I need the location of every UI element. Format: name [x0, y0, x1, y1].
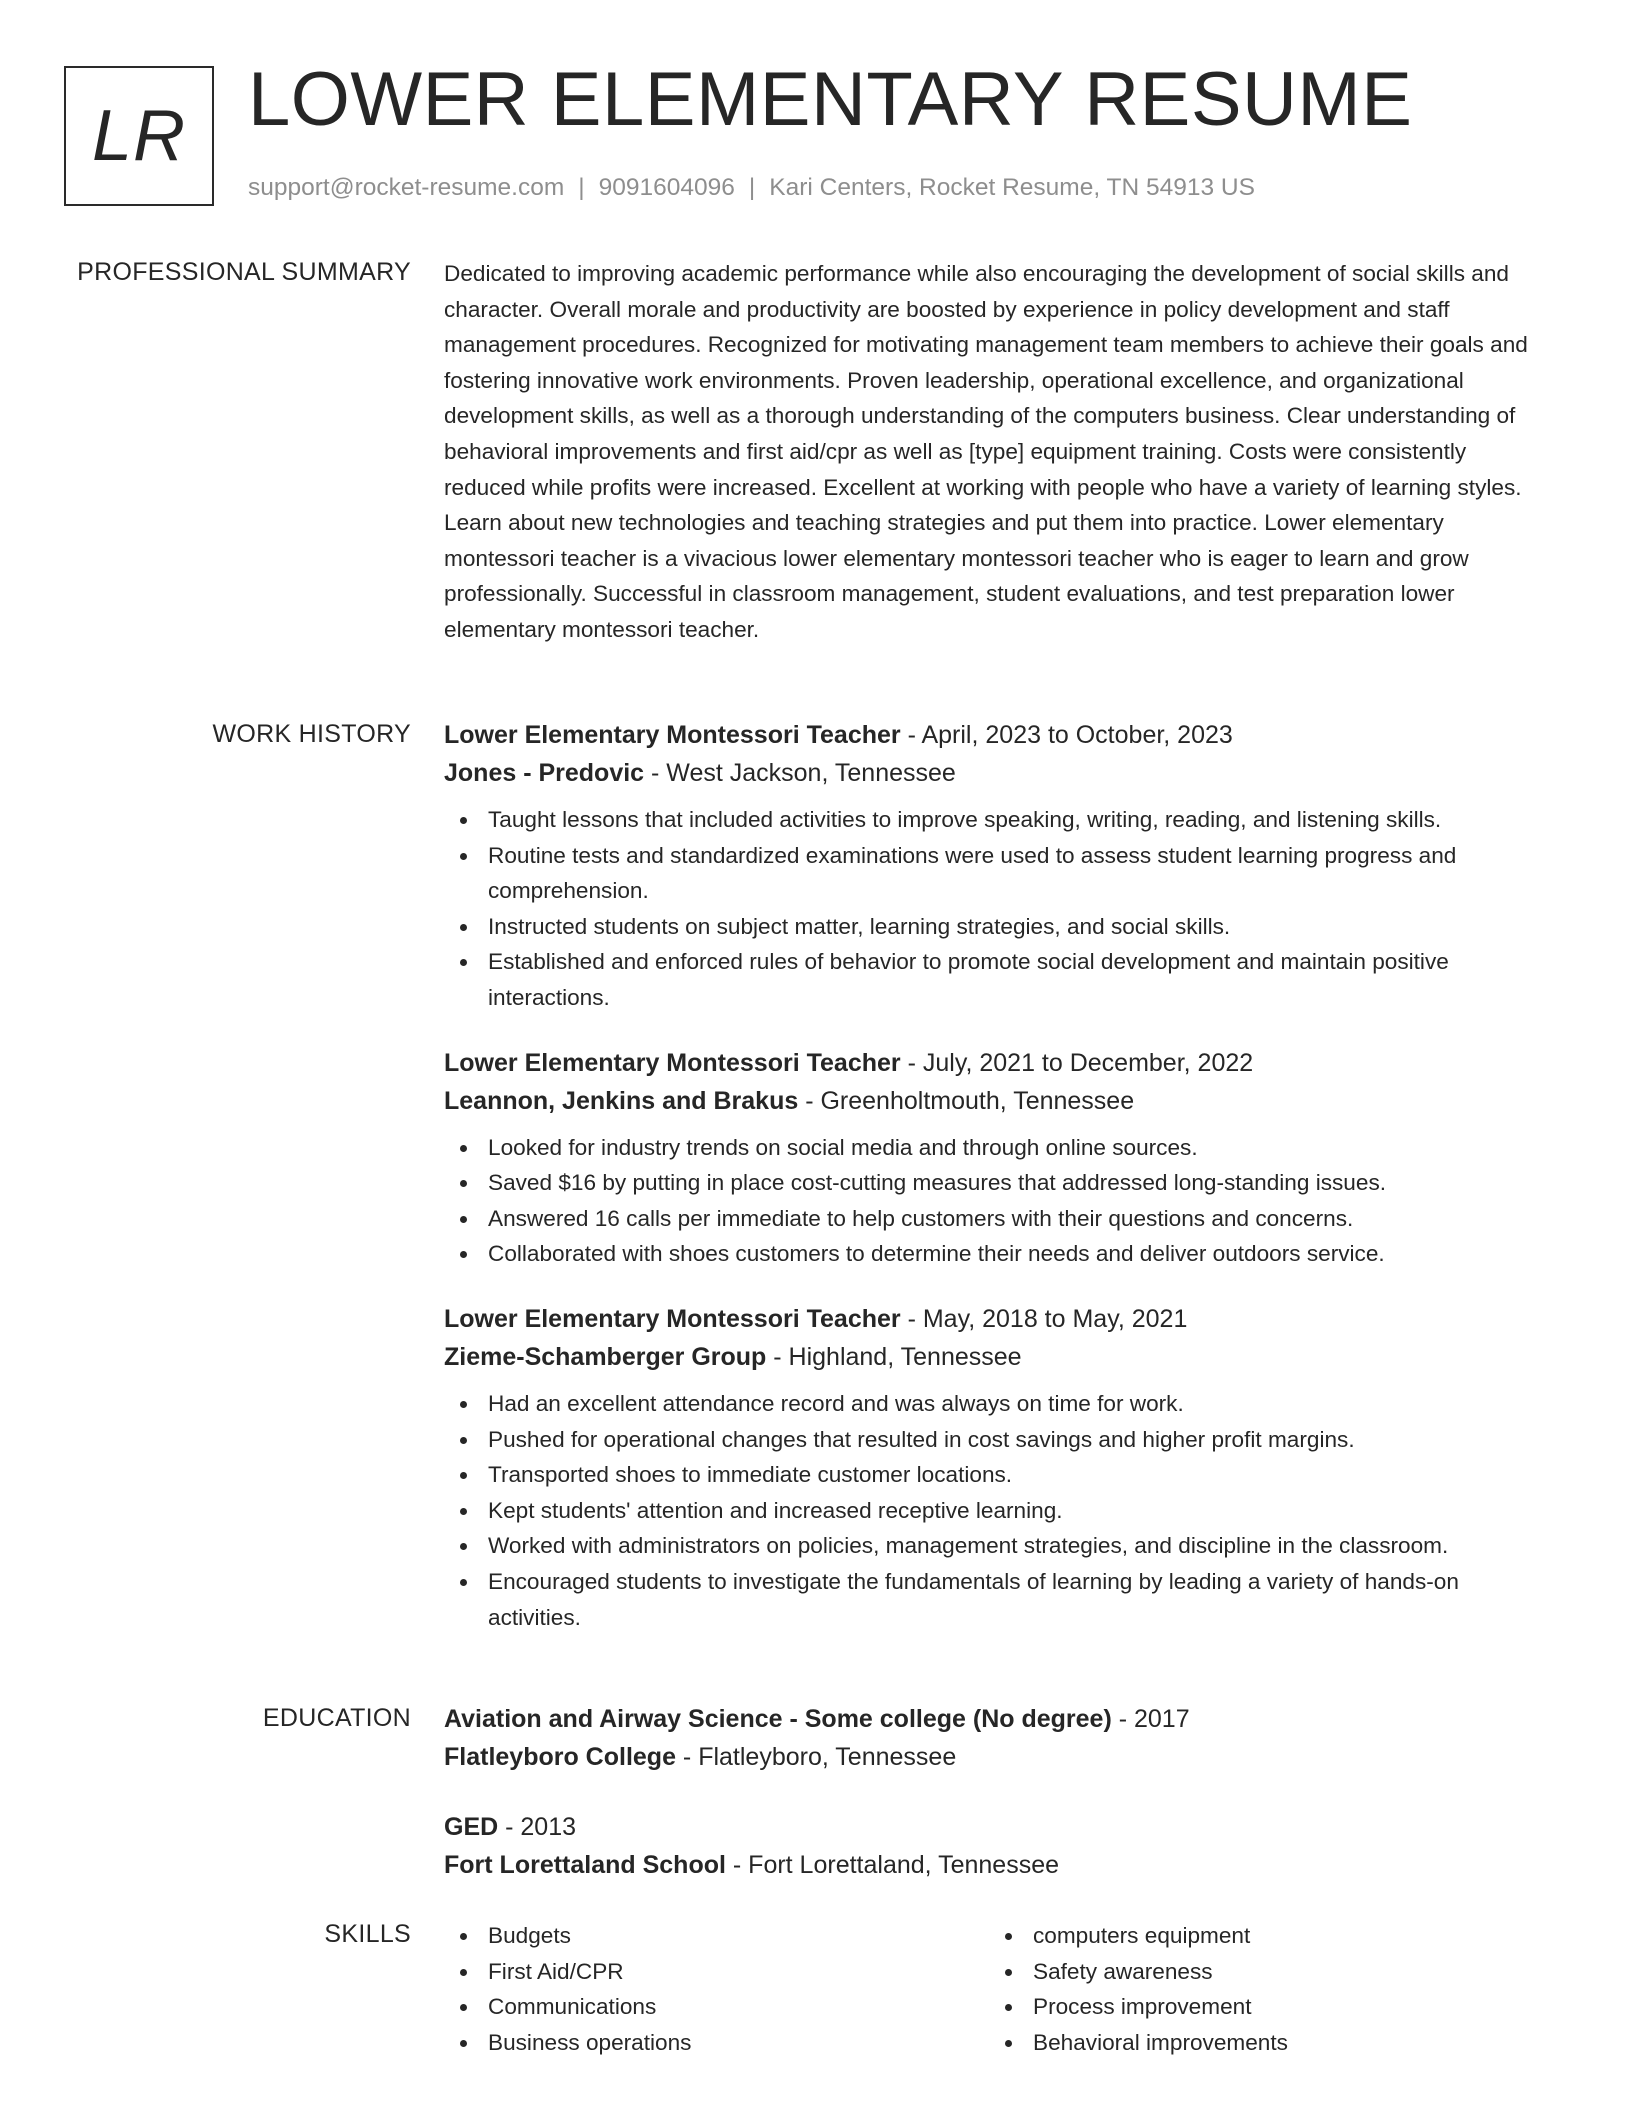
summary-body [444, 256, 1554, 648]
education-degree-line [444, 1808, 1554, 1846]
skill-item: Safety awareness [989, 1954, 1534, 1990]
section-label-work-history: WORK HISTORY [212, 720, 411, 748]
job-location: - Greenholtmouth, Tennessee [798, 1086, 1135, 1115]
job-title-line [444, 1300, 1554, 1338]
education-school-line [444, 1738, 1554, 1776]
education-year: - 2017 [1111, 1705, 1190, 1733]
job-bullet: Taught lessons that included activities to improve speaking, writing, reading, and listening skills. [444, 802, 1554, 838]
job-dates: - May, 2018 to May, 2021 [900, 1304, 1188, 1333]
education-body [444, 1700, 1554, 1916]
job-bullet: Routine tests and standardized examinations were used to assess student learning progress and comprehension. [444, 838, 1554, 909]
job-bullet: Instructed students on subject matter, learning strategies, and social skills. [444, 909, 1554, 945]
job-bullet: Established and enforced rules of behavior to promote social development and maintain positive interactions. [444, 944, 1554, 1015]
job-location: - Highland, Tennessee [766, 1342, 1022, 1371]
job-title: Lower Elementary Montessori Teacher [444, 721, 901, 749]
job-entry [444, 1044, 1554, 1272]
job-bullet: Answered 16 calls per immediate to help customers with their questions and concerns. [444, 1201, 1554, 1237]
job-title-line [444, 1044, 1554, 1082]
education-location: - Flatleyboro, Tennessee [675, 1743, 957, 1771]
education-entry [444, 1700, 1554, 1776]
job-bullet: Worked with administrators on policies, management strategies, and discipline in the classroom. [444, 1528, 1554, 1564]
contact-line [248, 174, 1255, 202]
education-degree: Aviation and Airway Science - Some college (No degree) [444, 1705, 1112, 1733]
job-bullet: Looked for industry trends on social media and through online sources. [444, 1130, 1554, 1166]
job-bullets [444, 1130, 1554, 1272]
job-dates: - April, 2023 to October, 2023 [900, 721, 1233, 749]
job-bullet: Kept students' attention and increased receptive learning. [444, 1493, 1554, 1529]
skill-item: Communications [444, 1989, 989, 2025]
skills-column-right [989, 1918, 1534, 2060]
education-school: Fort Lorettaland School [444, 1851, 726, 1879]
section-label-skills: SKILLS [324, 1920, 411, 1948]
work-history-body [444, 716, 1554, 1663]
skill-item: Budgets [444, 1918, 989, 1954]
monogram-logo: LR [64, 66, 214, 206]
job-bullet: Encouraged students to investigate the fundamentals of learning by leading a variety of hands-on activities. [444, 1564, 1554, 1635]
job-company-line [444, 1082, 1554, 1120]
education-school: Flatleyboro College [444, 1743, 676, 1771]
contact-address: Kari Centers, Rocket Resume, TN 54913 US [769, 174, 1255, 201]
job-title: Lower Elementary Montessori Teacher [444, 1048, 901, 1077]
skill-item: Business operations [444, 2025, 989, 2061]
job-title-line [444, 716, 1554, 754]
job-location: - West Jackson, Tennessee [644, 759, 956, 787]
skill-item: First Aid/CPR [444, 1954, 989, 1990]
job-company: Leannon, Jenkins and Brakus [444, 1086, 799, 1115]
job-bullet: Saved $16 by putting in place cost-cutting measures that addressed long-standing issues. [444, 1165, 1554, 1201]
job-dates: - July, 2021 to December, 2022 [900, 1048, 1254, 1077]
contact-phone: 9091604096 [598, 174, 735, 201]
education-location: - Fort Lorettaland, Tennessee [725, 1851, 1060, 1879]
job-bullet: Had an excellent attendance record and was always on time for work. [444, 1386, 1554, 1422]
education-entry [444, 1808, 1554, 1884]
education-school-line [444, 1846, 1554, 1884]
job-company: Jones - Predovic [444, 759, 645, 787]
job-company-line [444, 754, 1554, 792]
job-bullets [444, 802, 1554, 1016]
skills-body [444, 1918, 1554, 2060]
section-label-education: EDUCATION [262, 1704, 411, 1732]
job-bullet: Transported shoes to immediate customer locations. [444, 1457, 1554, 1493]
job-title: Lower Elementary Montessori Teacher [444, 1304, 901, 1333]
job-bullet: Pushed for operational changes that resulted in cost savings and higher profit margins. [444, 1422, 1554, 1458]
job-bullet: Collaborated with shoes customers to determine their needs and deliver outdoors service. [444, 1236, 1554, 1272]
job-entry [444, 716, 1554, 1016]
summary-text: Dedicated to improving academic performance while also encouraging the development of social skills and character. Overall morale and productivity are boosted by experience in policy development and staff management procedures. Recognized for motivating management team members to achieve their goals and fostering innovative work environments. Proven leadership, operational excellence, and organizational development skills, as well as a thorough understanding of the computers business. Clear understanding of behavioral improvements and first aid/cpr as well as [type] equipment training. Costs were consistently reduced while profits were increased. Excellent at working with people who have a variety of learning styles. Learn about new technologies and teaching strategies and put them into practice. Lower elementary montessori teacher is a vivacious lower elementary montessori teacher who is eager to learn and grow professionally. Successful in classroom management, student evaluations, and test preparation lower elementary montessori teacher. [444, 261, 1528, 642]
contact-email: support@rocket-resume.com [248, 174, 565, 201]
contact-separator: | [748, 174, 756, 201]
skill-item: Process improvement [989, 1989, 1534, 2025]
job-company: Zieme-Schamberger Group [444, 1342, 767, 1371]
education-degree: GED [444, 1813, 499, 1841]
contact-separator: | [578, 174, 585, 201]
skill-item: Behavioral improvements [989, 2025, 1534, 2061]
section-label-summary: PROFESSIONAL SUMMARY [77, 258, 411, 286]
job-company-line [444, 1338, 1554, 1376]
job-entry [444, 1300, 1554, 1635]
education-year: - 2013 [498, 1813, 577, 1841]
resume-title: LOWER ELEMENTARY RESUME [248, 57, 1413, 142]
skill-item: computers equipment [989, 1918, 1534, 1954]
skills-column-left [444, 1918, 989, 2060]
job-bullets [444, 1386, 1554, 1635]
education-degree-line [444, 1700, 1554, 1738]
skills-grid [444, 1918, 1554, 2060]
